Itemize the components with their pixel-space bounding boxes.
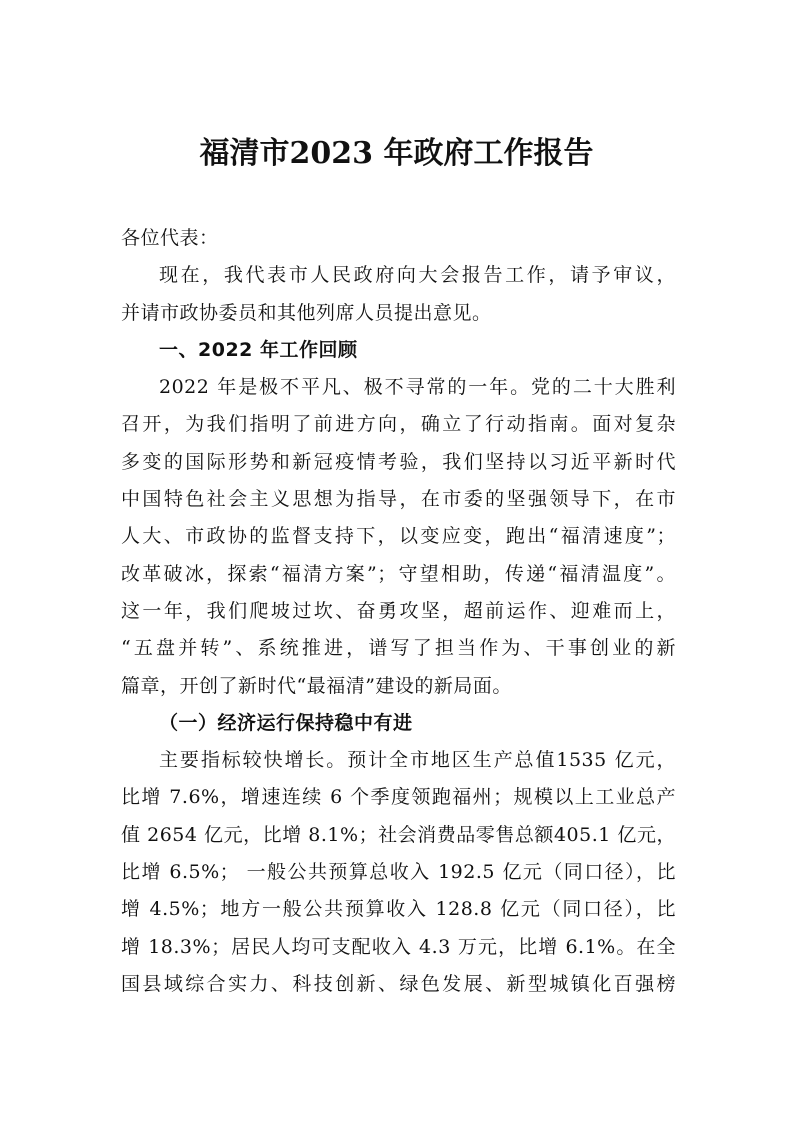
page-title: 福清市2023 年政府工作报告 (199, 136, 594, 171)
paragraph-line: 这一年，我们爬坡过坎、奋勇攻坚，超前运作、迎难而上， (121, 599, 676, 622)
section-paragraph (121, 369, 676, 705)
paragraph-line: 增 4.5%；地方一般公共预算收入 128.8 亿元（同口径），比 (121, 898, 676, 921)
intro-paragraph (121, 257, 676, 332)
salutation: 各位代表： (121, 227, 219, 249)
paragraph-line: 中国特色社会主义思想为指导，在市委的坚强领导下，在市 (121, 488, 676, 511)
paragraph-line: “五盘并转”、系统推进，谱写了担当作为、干事创业的新 (121, 637, 676, 660)
paragraph-line: 人大、市政协的监督支持下，以变应变，跑出“福清速度”； (121, 525, 676, 548)
intro-line: 并请市政协委员和其他列席人员提出意见。 (121, 301, 492, 324)
paragraph-line: 篇章，开创了新时代“最福清”建设的新局面。 (121, 674, 512, 697)
paragraph-line: 国县域综合实力、科技创新、绿色发展、新型城镇化百强榜 (121, 972, 676, 995)
document-body (121, 220, 676, 1003)
paragraph-line: 召开，为我们指明了前进方向，确立了行动指南。面对复杂 (121, 413, 676, 436)
paragraph-line: 多变的国际形势和新冠疫情考验，我们坚持以习近平新时代 (121, 450, 676, 473)
paragraph-line: 改革破冰，探索“福清方案”；守望相助，传递“福清温度”。 (121, 562, 676, 585)
paragraph-line: 比增 6.5%； 一般公共预算总收入 192.5 亿元（同口径），比 (121, 861, 676, 884)
paragraph-line: 增 18.3%；居民人均可支配收入 4.3 万元，比增 6.1%。在全 (121, 935, 676, 958)
paragraph-line: 2022 年是极不平凡、极不寻常的一年。党的二十大胜利 (159, 376, 676, 399)
intro-line: 现在，我代表市人民政府向大会报告工作，请予审议， (159, 264, 676, 287)
paragraph-line: 值 2654 亿元，比增 8.1%；社会消费品零售总额405.1 亿元， (121, 823, 676, 846)
subsection-heading: （一）经济运行保持稳中有进 (159, 711, 413, 734)
paragraph-line: 主要指标较快增长。预计全市地区生产总值1535 亿元， (159, 749, 676, 772)
section-heading: 一、2022 年工作回顾 (159, 338, 358, 361)
paragraph-line: 比增 7.6%，增速连续 6 个季度领跑福州；规模以上工业总产 (121, 786, 676, 809)
subsection-paragraph (121, 742, 676, 1003)
